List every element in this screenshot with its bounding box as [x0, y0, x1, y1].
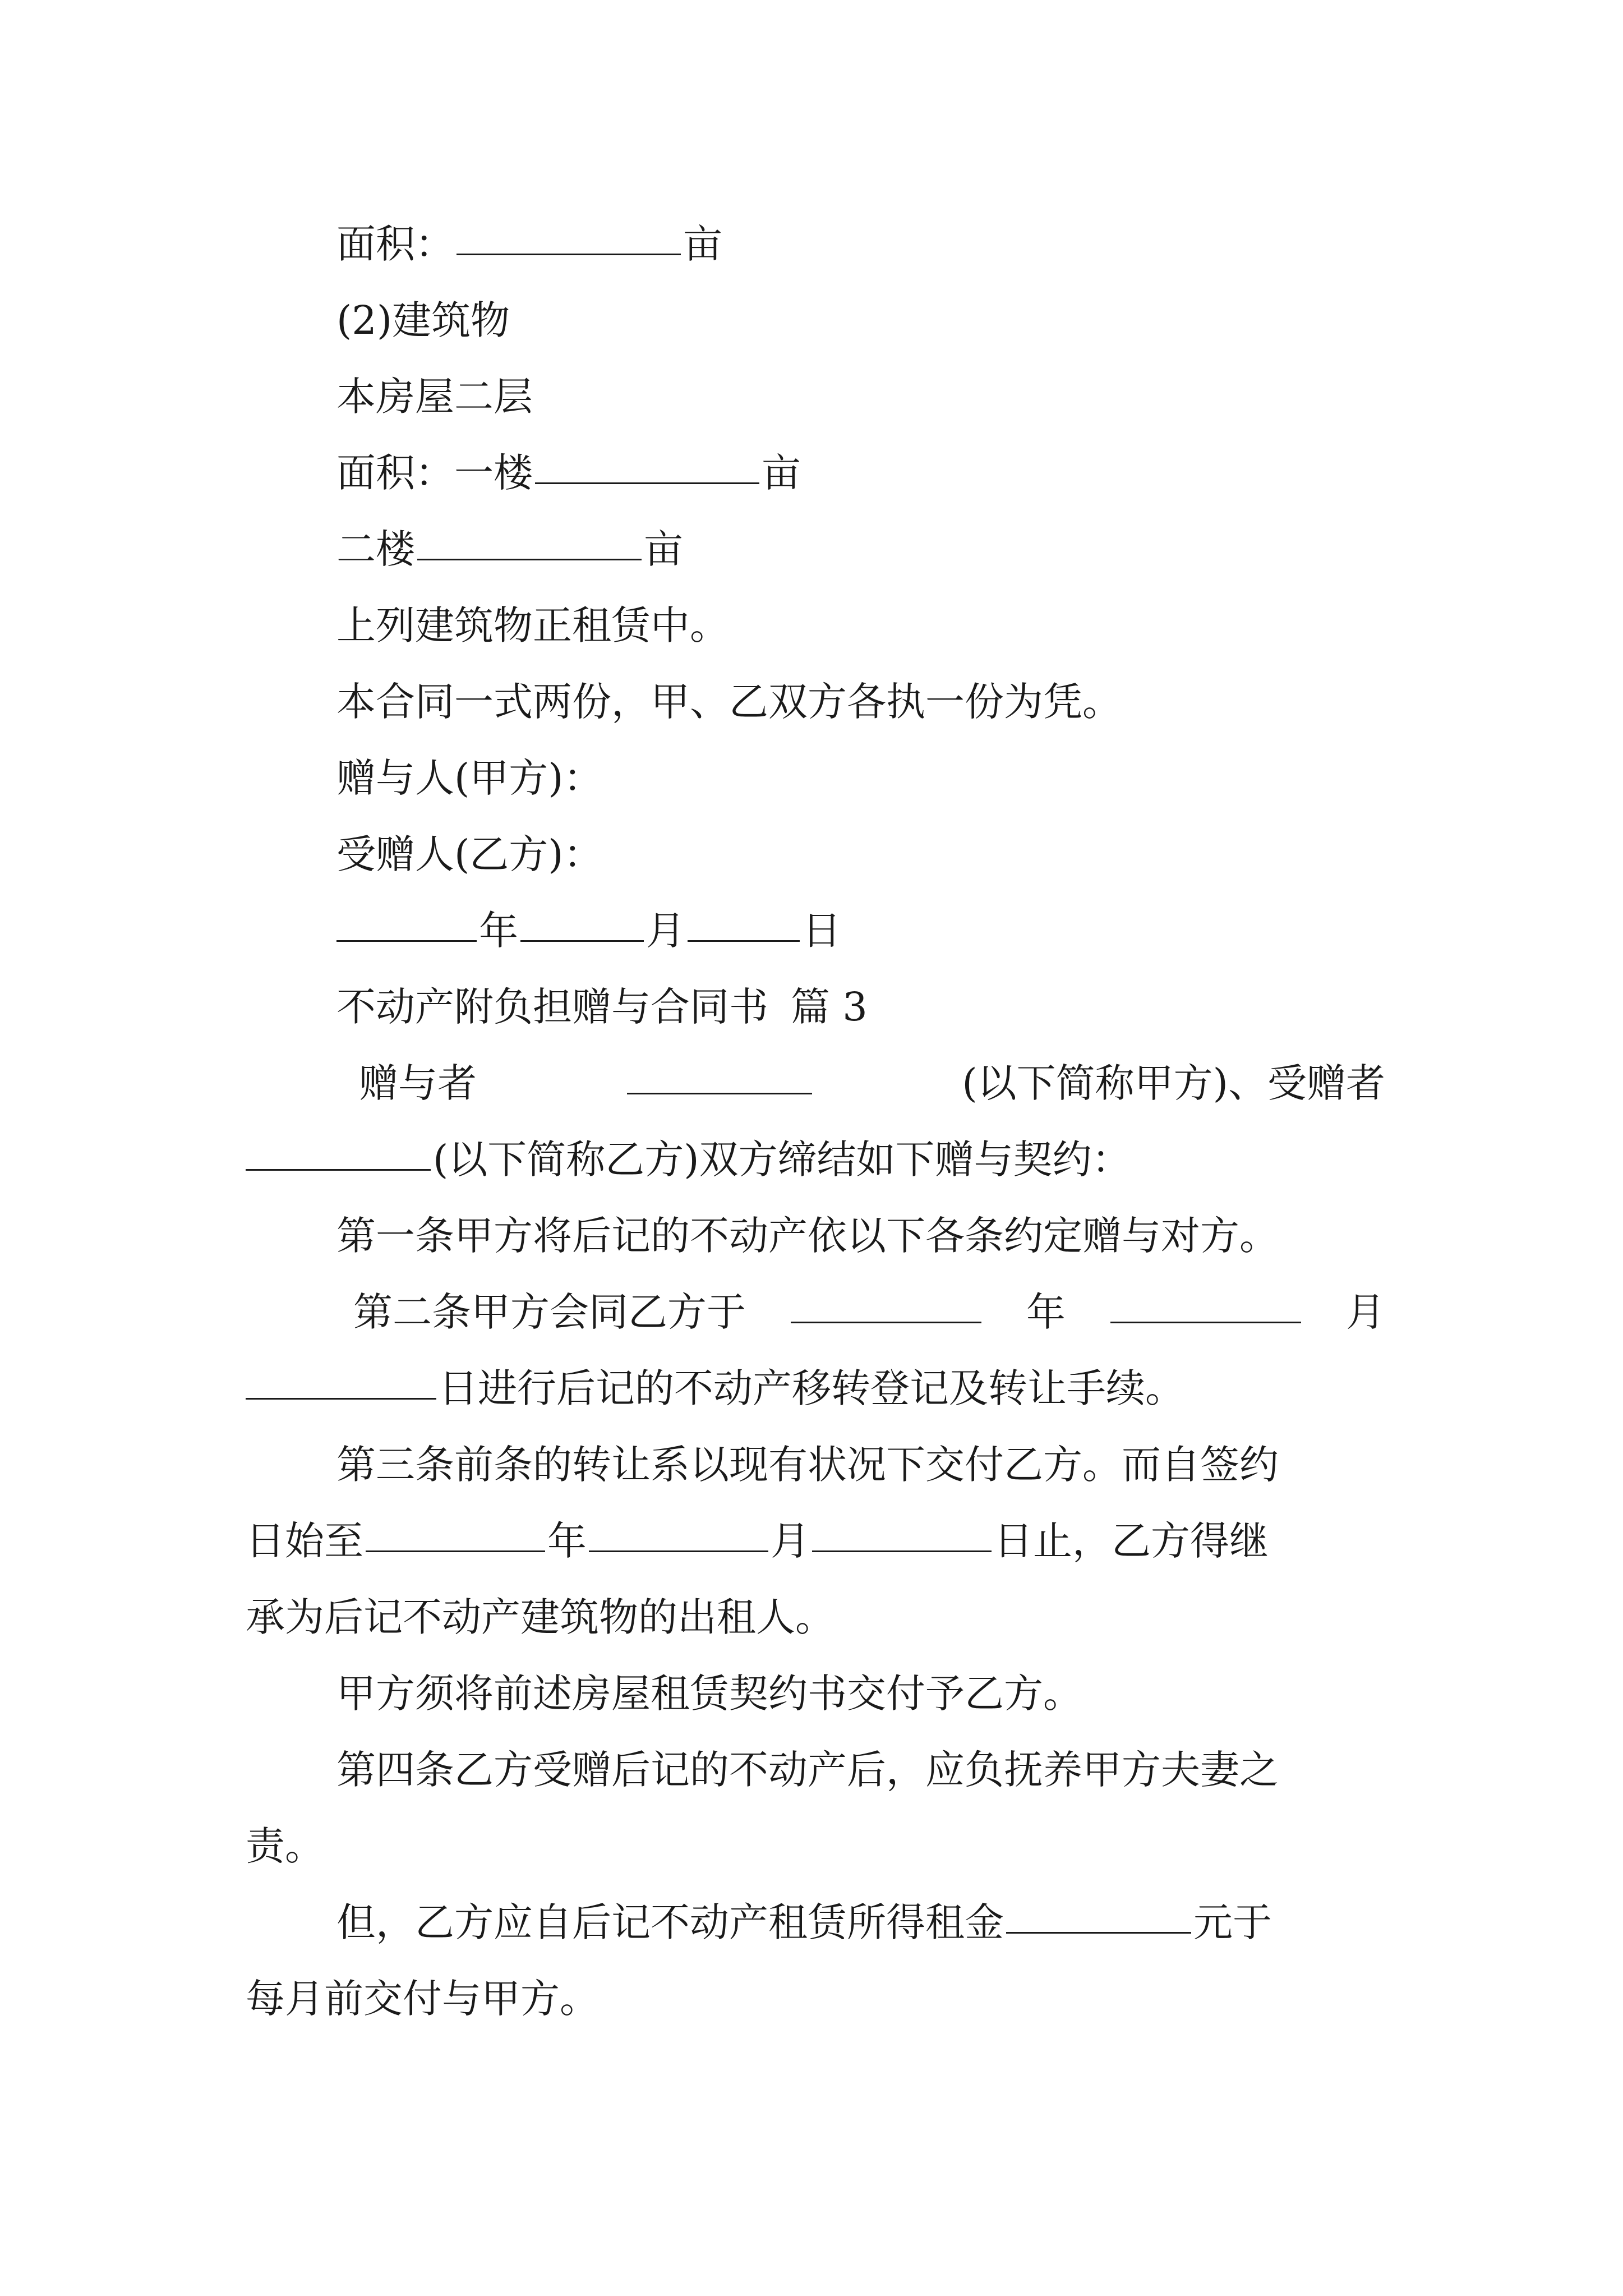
day-blank	[688, 900, 800, 942]
day-label: 日	[802, 908, 841, 954]
area-first-label: 面积：一楼	[336, 450, 533, 496]
article3-month-blank	[589, 1510, 768, 1552]
article2-year: 年	[1026, 1289, 1066, 1335]
section-title-line	[336, 976, 868, 1038]
article3-first-line: 第三条前条的转让系以现有状况下交付乙方。而自签约	[336, 1442, 1279, 1488]
article3-day-blank	[812, 1510, 992, 1552]
donor-short: 赠与者	[359, 1060, 477, 1106]
area-first-blank	[535, 442, 759, 484]
abbr-b-line	[246, 1129, 1131, 1190]
section-number: 篇 3	[791, 984, 868, 1030]
deliver-line: 甲方须将前述房屋租赁契约书交付予乙方。	[336, 1671, 1082, 1717]
second-floor-line	[336, 518, 683, 580]
article2-day-blank	[246, 1358, 436, 1400]
article2-month: 月	[1346, 1289, 1385, 1335]
area-line	[336, 213, 722, 275]
article3-b2: 日止，乙方得继	[994, 1518, 1269, 1564]
second-floor-unit: 亩	[644, 526, 683, 572]
article3-second-line	[246, 1510, 1269, 1572]
article3-year: 年	[547, 1518, 587, 1564]
donee-line: 受赠人(乙方)：	[336, 831, 603, 877]
floor-desc-line: 本房屋二层	[336, 374, 533, 420]
article3-month: 月	[771, 1518, 810, 1564]
donor-name-blank	[627, 1052, 812, 1094]
area-first-unit: 亩	[762, 450, 801, 496]
second-floor-blank	[417, 518, 642, 560]
article3-third-line: 承为后记不动产建筑物的出租人。	[246, 1594, 834, 1640]
article2-first-line	[353, 1281, 1385, 1343]
month-label: 月	[646, 908, 685, 954]
rent-first-line	[336, 1892, 1272, 1953]
rent-amount-blank	[1006, 1892, 1191, 1934]
item2-line: (2)建筑物	[336, 297, 510, 343]
rent-second-line: 每月前交付与甲方。	[246, 1976, 599, 2022]
month-blank	[520, 900, 644, 942]
date-line	[336, 900, 841, 961]
article2-b: 日进行后记的不动产移转登记及转让手续。	[439, 1365, 1184, 1411]
rent-unit: 元于	[1193, 1899, 1272, 1945]
area-first-floor-line	[336, 442, 801, 504]
article3-year-blank	[366, 1510, 545, 1552]
donor-clause-line	[359, 1052, 1385, 1114]
second-floor-label: 二楼	[336, 526, 415, 572]
leasing-line: 上列建筑物正租赁中。	[336, 602, 729, 648]
copies-line: 本合同一式两份，甲、乙双方各执一份为凭。	[336, 679, 1122, 725]
article2-year-blank	[791, 1281, 981, 1323]
rent-a: 但，乙方应自后记不动产租赁所得租金	[336, 1899, 1004, 1945]
area-label: 面积：	[336, 221, 454, 267]
article4-first-line: 第四条乙方受赠后记的不动产后，应负抚养甲方夫妻之	[336, 1747, 1279, 1793]
article4-second-line: 责。	[246, 1823, 324, 1869]
section-title: 不动产附负担赠与合同书	[336, 984, 768, 1030]
article3-b1: 日始至	[246, 1518, 363, 1564]
year-label: 年	[479, 908, 518, 954]
donor-line: 赠与人(甲方)：	[336, 755, 603, 801]
donee-name-blank	[246, 1129, 431, 1171]
article1-line: 第一条甲方将后记的不动产依以下各条约定赠与对方。	[336, 1213, 1279, 1259]
year-blank	[336, 900, 477, 942]
article2-a: 第二条甲方会同乙方于	[353, 1289, 746, 1335]
article2-month-blank	[1110, 1281, 1301, 1323]
abbr-b: (以下简称乙方)双方缔结如下赠与契约：	[433, 1137, 1131, 1182]
area-blank	[457, 213, 681, 255]
abbr-a: (以下简称甲方)、受赠者	[962, 1060, 1385, 1106]
article2-second-line	[246, 1358, 1184, 1419]
area-unit: 亩	[683, 221, 722, 267]
